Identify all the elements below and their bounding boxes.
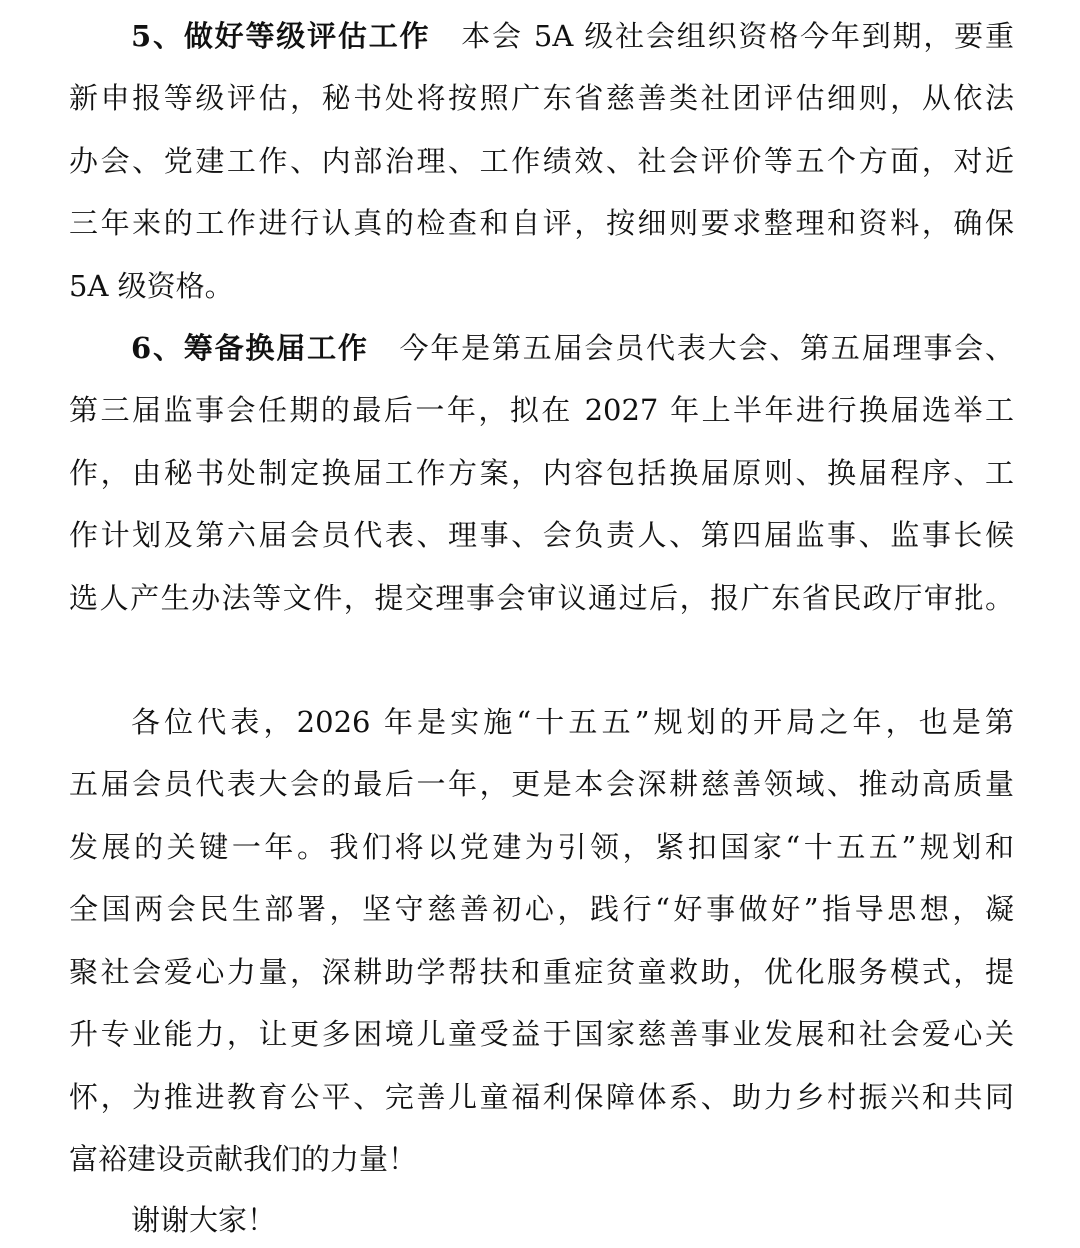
section5-text: 本会 5A 级社会组织资格今年到期，要重	[459, 19, 1014, 53]
closing-line-1: 各位代表，2026 年是实施“十五五”规划的开局之年，也是第	[131, 705, 1014, 739]
closing-line-5: 聚社会爱心力量，深耕助学帮扶和重症贫童救助，优化服务模式，提	[69, 955, 1014, 989]
section5-line-3: 办会、党建工作、内部治理、工作绩效、社会评价等五个方面，对近	[69, 144, 1014, 178]
closing-line-3: 发展的关键一年。我们将以党建为引领，紧扣国家“十五五”规划和	[69, 830, 1014, 864]
section5-heading: 5、做好等级评估工作	[131, 19, 431, 53]
section5-line-1	[131, 12, 1014, 60]
section6-line-1	[131, 324, 1014, 372]
section6-line-3: 作，由秘书处制定换届工作方案，内容包括换届原则、换届程序、工	[69, 456, 1014, 490]
section5-line-4: 三年来的工作进行认真的检查和自评，按细则要求整理和资料，确保	[69, 206, 1014, 240]
section5-line-5: 5A 级资格。	[69, 269, 234, 303]
section6-line-4: 作计划及第六届会员代表、理事、会负责人、第四届监事、监事长候	[69, 518, 1014, 552]
section6-heading: 6、筹备换届工作	[131, 331, 369, 365]
section6-text: 今年是第五届会员代表大会、第五届理事会、	[397, 331, 1014, 365]
closing-line-8: 富裕建设贡献我们的力量！	[69, 1142, 418, 1176]
section6-line-2: 第三届监事会任期的最后一年，拟在 2027 年上半年进行换届选举工	[69, 393, 1014, 427]
closing-line-7: 怀，为推进教育公平、完善儿童福利保障体系、助力乡村振兴和共同	[69, 1080, 1014, 1114]
section6-line-5: 选人产生办法等文件，提交理事会审议通过后，报广东省民政厅审批。	[69, 581, 1014, 615]
section5-line-2: 新申报等级评估，秘书处将按照广东省慈善类社团评估细则，从依法	[69, 81, 1014, 115]
closing-line-6: 升专业能力，让更多困境儿童受益于国家慈善事业发展和社会爱心关	[69, 1017, 1014, 1051]
closing-line-4: 全国两会民生部署，坚守慈善初心，践行“好事做好”指导思想，凝	[69, 892, 1014, 926]
thanks-text: 谢谢大家！	[131, 1203, 277, 1237]
closing-line-2: 五届会员代表大会的最后一年，更是本会深耕慈善领域、推动高质量	[69, 767, 1014, 801]
